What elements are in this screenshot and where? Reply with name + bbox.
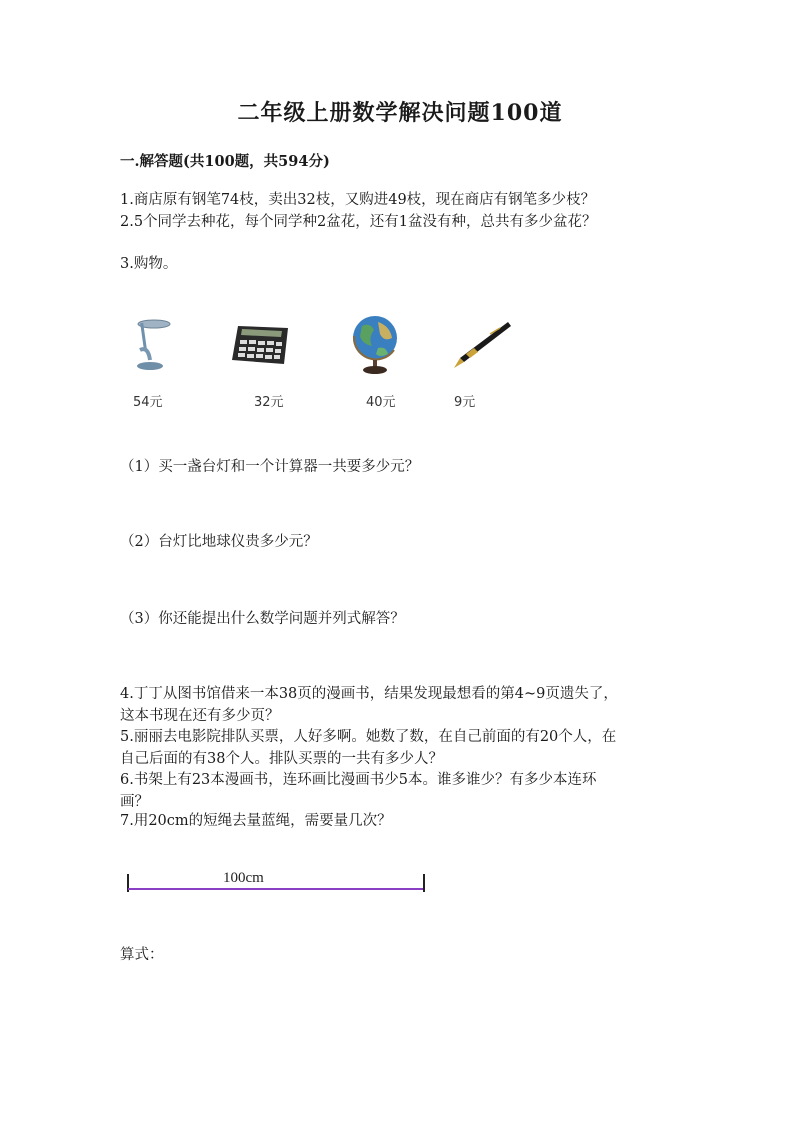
question-2: 2.5个同学去种花，每个同学种2盆花，还有1盆没有种，总共有多少盆花？ [120,214,597,230]
page-title: 二年级上册数学解决问题100道 [237,100,563,126]
calculator-icon [230,322,292,366]
price-globe: 40元 [366,395,396,410]
rope-diagram [124,870,430,896]
question-3-sub-2: （2）台灯比地球仪贵多少元？ [120,534,318,550]
formula-label: 算式： [120,947,164,963]
question-5-line-2: 自己后面的有38个人。排队买票的一共有多少人？ [120,751,443,767]
rope-length-label: 100cm [223,870,264,886]
desk-lamp-icon [130,316,174,372]
question-6-line-2: 画？ [120,794,149,810]
question-1: 1.商店原有钢笔74枝，卖出32枝，又购进49枝，现在商店有钢笔多少枝？ [120,192,596,208]
question-3: 3.购物。 [120,256,178,272]
price-calculator: 32元 [254,395,284,410]
question-6-line-1: 6.书架上有23本漫画书，连环画比漫画书少5本。谁多谁少？有多少本连环 [120,772,597,788]
section-heading: 一.解答题(共100题，共594分) [120,153,330,170]
question-3-sub-3: （3）你还能提出什么数学问题并列式解答？ [120,611,405,627]
price-lamp: 54元 [133,395,163,410]
price-pen: 9元 [454,395,476,410]
question-3-sub-1: （1）买一盏台灯和一个计算器一共要多少元？ [120,459,420,475]
question-5-line-1: 5.丽丽去电影院排队买票，人好多啊。她数了数，在自己前面的有20个人，在 [120,729,617,745]
globe-icon [348,312,402,376]
question-7: 7.用20cm的短绳去量蓝绳，需要量几次？ [120,813,392,829]
question-4-line-1: 4.丁丁从图书馆借来一本38页的漫画书，结果发现最想看的第4~9页遗失了， [120,686,618,702]
pen-icon [450,318,512,370]
question-4-line-2: 这本书现在还有多少页？ [120,708,280,724]
